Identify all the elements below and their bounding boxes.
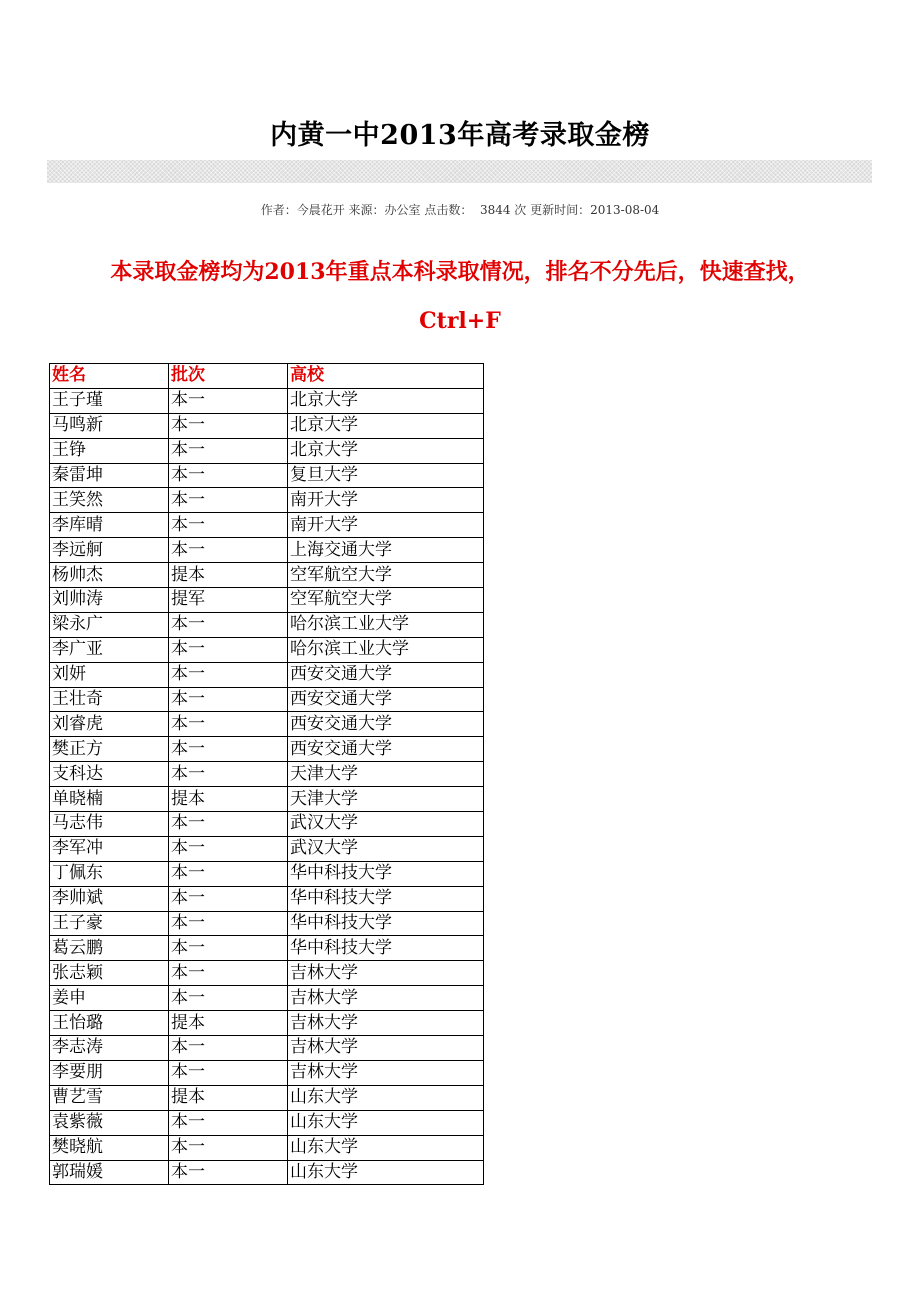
table-row [50, 463, 484, 488]
cell-batch: 本一 [169, 463, 288, 488]
table-row [50, 1085, 484, 1110]
cell-name: 支科达 [50, 762, 169, 787]
cell-university: 空军航空大学 [288, 563, 484, 588]
cell-university: 山东大学 [288, 1160, 484, 1185]
cell-university: 华中科技大学 [288, 861, 484, 886]
table-row [50, 936, 484, 961]
cell-name: 袁紫薇 [50, 1110, 169, 1135]
cell-university: 吉林大学 [288, 961, 484, 986]
table-row [50, 712, 484, 737]
table-row [50, 1036, 484, 1061]
cell-batch: 本一 [169, 1060, 288, 1085]
table-row [50, 1110, 484, 1135]
cell-batch: 本一 [169, 538, 288, 563]
cell-name: 刘睿虎 [50, 712, 169, 737]
cell-university: 吉林大学 [288, 986, 484, 1011]
cell-batch: 本一 [169, 687, 288, 712]
cell-name: 樊正方 [50, 737, 169, 762]
cell-university: 哈尔滨工业大学 [288, 612, 484, 637]
cell-name: 梁永广 [50, 612, 169, 637]
cell-batch: 本一 [169, 986, 288, 1011]
cell-batch: 本一 [169, 1135, 288, 1160]
cell-university: 北京大学 [288, 413, 484, 438]
cell-university: 空军航空大学 [288, 588, 484, 613]
cell-name: 姜申 [50, 986, 169, 1011]
cell-university: 山东大学 [288, 1110, 484, 1135]
table-row [50, 1160, 484, 1185]
cell-batch: 本一 [169, 861, 288, 886]
cell-batch: 本一 [169, 712, 288, 737]
table-row [50, 836, 484, 861]
cell-batch: 提本 [169, 563, 288, 588]
cell-name: 李帅斌 [50, 886, 169, 911]
cell-batch: 本一 [169, 637, 288, 662]
cell-university: 天津大学 [288, 787, 484, 812]
cell-name: 王怡璐 [50, 1011, 169, 1036]
table-row [50, 1135, 484, 1160]
cell-name: 马鸣新 [50, 413, 169, 438]
table-row [50, 388, 484, 413]
cell-name: 李志涛 [50, 1036, 169, 1061]
cell-name: 刘妍 [50, 662, 169, 687]
cell-batch: 提本 [169, 1085, 288, 1110]
table-row [50, 812, 484, 837]
cell-batch: 提本 [169, 787, 288, 812]
cell-university: 华中科技大学 [288, 911, 484, 936]
cell-university: 山东大学 [288, 1135, 484, 1160]
table-row [50, 513, 484, 538]
cell-university: 武汉大学 [288, 836, 484, 861]
cell-university: 西安交通大学 [288, 662, 484, 687]
table-row [50, 438, 484, 463]
cell-batch: 本一 [169, 737, 288, 762]
cell-batch: 提本 [169, 1011, 288, 1036]
cell-university: 吉林大学 [288, 1011, 484, 1036]
cell-batch: 本一 [169, 488, 288, 513]
table-row [50, 861, 484, 886]
notice-line-2: Ctrl+F [419, 308, 501, 334]
cell-university: 武汉大学 [288, 812, 484, 837]
cell-batch: 本一 [169, 438, 288, 463]
cell-name: 李库晴 [50, 513, 169, 538]
page-title: 内黄一中2013年高考录取金榜 [270, 120, 650, 151]
cell-name: 王子瑾 [50, 388, 169, 413]
table-row [50, 1011, 484, 1036]
cell-batch: 本一 [169, 911, 288, 936]
cell-name: 李军冲 [50, 836, 169, 861]
cell-batch: 本一 [169, 1036, 288, 1061]
cell-batch: 本一 [169, 1160, 288, 1185]
cell-batch: 本一 [169, 513, 288, 538]
cell-name: 樊晓航 [50, 1135, 169, 1160]
table-row [50, 488, 484, 513]
table-row [50, 637, 484, 662]
cell-university: 北京大学 [288, 438, 484, 463]
cell-name: 葛云鹏 [50, 936, 169, 961]
table-row [50, 737, 484, 762]
cell-name: 杨帅杰 [50, 563, 169, 588]
table-row [50, 886, 484, 911]
table-row [50, 538, 484, 563]
notice-text [40, 248, 880, 346]
cell-university: 天津大学 [288, 762, 484, 787]
table-row [50, 588, 484, 613]
decorative-divider [47, 160, 872, 183]
table-row [50, 762, 484, 787]
cell-batch: 本一 [169, 886, 288, 911]
cell-batch: 提军 [169, 588, 288, 613]
cell-name: 马志伟 [50, 812, 169, 837]
cell-batch: 本一 [169, 762, 288, 787]
cell-name: 秦雷坤 [50, 463, 169, 488]
cell-university: 哈尔滨工业大学 [288, 637, 484, 662]
cell-name: 郭瑞媛 [50, 1160, 169, 1185]
cell-name: 刘帅涛 [50, 588, 169, 613]
cell-name: 张志颖 [50, 961, 169, 986]
cell-university: 北京大学 [288, 388, 484, 413]
cell-batch: 本一 [169, 612, 288, 637]
cell-university: 吉林大学 [288, 1036, 484, 1061]
cell-batch: 本一 [169, 836, 288, 861]
cell-name: 李广亚 [50, 637, 169, 662]
table-row [50, 563, 484, 588]
cell-name: 王壮奇 [50, 687, 169, 712]
table-row [50, 413, 484, 438]
cell-name: 李远舸 [50, 538, 169, 563]
cell-batch: 本一 [169, 961, 288, 986]
cell-batch: 本一 [169, 388, 288, 413]
cell-university: 山东大学 [288, 1085, 484, 1110]
cell-name: 丁佩东 [50, 861, 169, 886]
cell-university: 复旦大学 [288, 463, 484, 488]
table-row [50, 1060, 484, 1085]
cell-name: 曹艺雪 [50, 1085, 169, 1110]
table-row [50, 787, 484, 812]
table-row [50, 662, 484, 687]
cell-batch: 本一 [169, 1110, 288, 1135]
cell-batch: 本一 [169, 662, 288, 687]
header-batch: 批次 [169, 364, 288, 389]
cell-name: 王子豪 [50, 911, 169, 936]
cell-name: 王笑然 [50, 488, 169, 513]
header-name: 姓名 [50, 364, 169, 389]
cell-name: 李要朋 [50, 1060, 169, 1085]
table-row [50, 961, 484, 986]
cell-university: 西安交通大学 [288, 687, 484, 712]
cell-university: 西安交通大学 [288, 737, 484, 762]
notice-line-1: 本录取金榜均为2013年重点本科录取情况，排名不分先后，快速查找， [110, 259, 810, 285]
table-row [50, 911, 484, 936]
cell-batch: 本一 [169, 413, 288, 438]
cell-university: 西安交通大学 [288, 712, 484, 737]
cell-university: 南开大学 [288, 488, 484, 513]
cell-university: 华中科技大学 [288, 886, 484, 911]
cell-university: 吉林大学 [288, 1060, 484, 1085]
cell-name: 王铮 [50, 438, 169, 463]
cell-university: 华中科技大学 [288, 936, 484, 961]
table-row [50, 986, 484, 1011]
cell-batch: 本一 [169, 812, 288, 837]
table-row [50, 612, 484, 637]
admission-table [49, 363, 484, 1185]
cell-name: 单晓楠 [50, 787, 169, 812]
cell-batch: 本一 [169, 936, 288, 961]
header-university: 高校 [288, 364, 484, 389]
table-header-row [50, 364, 484, 389]
table-row [50, 687, 484, 712]
article-meta: 作者：今晨花开 来源：办公室 点击数： 3844 次 更新时间：2013-08-04 [260, 203, 660, 217]
cell-university: 上海交通大学 [288, 538, 484, 563]
cell-university: 南开大学 [288, 513, 484, 538]
